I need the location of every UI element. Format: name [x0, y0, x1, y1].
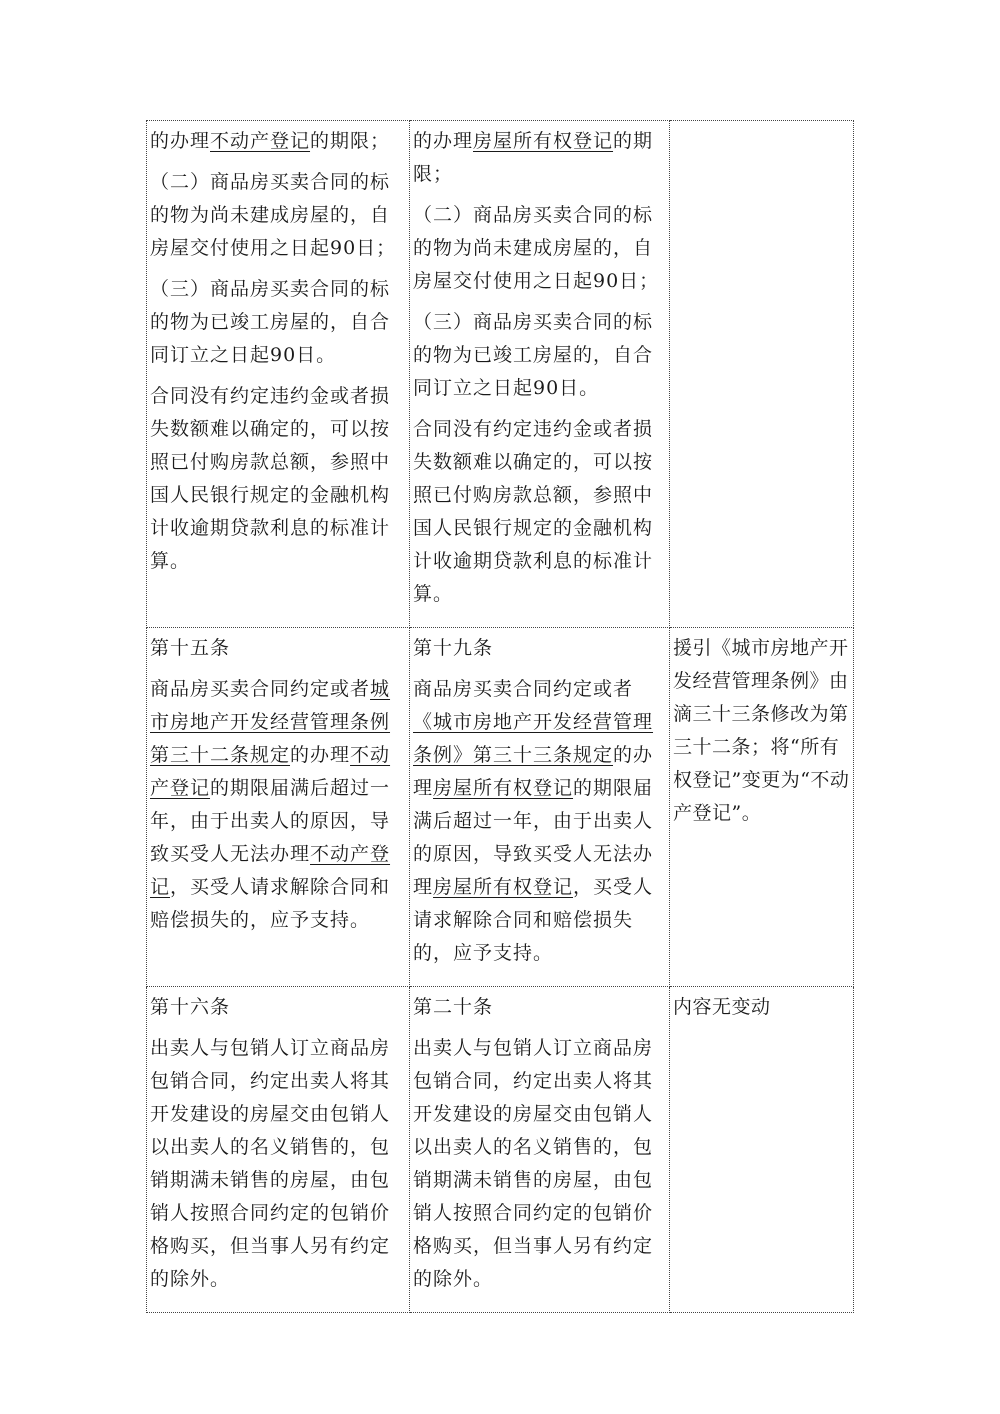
note-cell — [670, 987, 854, 1313]
new-provision-cell — [410, 987, 670, 1313]
old-provision-cell — [147, 121, 410, 628]
article-number: 第二十条 — [413, 996, 494, 1018]
paragraph: 出卖人与包销人订立商品房包销合同，约定出卖人将其开发建设的房屋交由包销人以出卖人的名义销售的，包销期满未销售的房屋，由包销人按照合同约定的包销价格购买，但当事人另有约定的除外。 — [413, 1037, 654, 1290]
paragraph — [413, 125, 666, 191]
text: 的期限； — [413, 130, 654, 185]
table-row — [147, 628, 854, 987]
underlined-text: 房屋所有权登记 — [433, 777, 574, 799]
text: 的办理 — [413, 130, 474, 152]
text: 的期限届满后超过一年，由于出卖人的原因，导致买受人无法办理 — [150, 777, 391, 865]
comparison-table — [146, 120, 854, 1313]
table-row — [147, 121, 854, 628]
text: 商品房买卖合同约定或者 — [413, 678, 634, 700]
underlined-text: 不动产登记 — [150, 843, 391, 898]
text: 的办理 — [290, 744, 351, 766]
old-provision-cell — [147, 628, 410, 987]
text: 商品房买卖合同约定或者 — [150, 678, 371, 700]
text: ，买受人请求解除合同和赔偿损失的，应予支持。 — [413, 876, 654, 964]
paragraph: 出卖人与包销人订立商品房包销合同，约定出卖人将其开发建设的房屋交由包销人以出卖人的名义销售的，包销期满未销售的房屋，由包销人按照合同约定的包销价格购买，但当事人另有约定的除外。 — [150, 1037, 391, 1290]
note-cell — [670, 121, 854, 628]
note-text: 内容无变动 — [673, 996, 771, 1018]
paragraph: （二）商品房买卖合同的标的物为尚未建成房屋的，自房屋交付使用之日起90日； — [150, 171, 397, 259]
new-provision-cell — [410, 628, 670, 987]
text: 的办理 — [413, 744, 654, 799]
article-number: 第十九条 — [413, 637, 494, 659]
paragraph: （三）商品房买卖合同的标的物为已竣工房屋的，自合同订立之日起90日。 — [413, 311, 654, 399]
underlined-text: 《城市房地产开发经营管理条例》第三十三条规定 — [413, 711, 654, 766]
paragraph — [413, 673, 666, 970]
text: 的期限届满后超过一年，由于出卖人的原因，导致买受人无法办理 — [413, 777, 654, 898]
paragraph — [150, 673, 406, 937]
paragraph: （三）商品房买卖合同的标的物为已竣工房屋的，自合同订立之日起90日。 — [150, 278, 391, 366]
old-provision-cell — [147, 987, 410, 1313]
note-cell — [670, 628, 854, 987]
paragraph: （二）商品房买卖合同的标的物为尚未建成房屋的，自房屋交付使用之日起90日； — [413, 204, 660, 292]
paragraph: 合同没有约定违约金或者损失数额难以确定的，可以按照已付购房款总额，参照中国人民银行规定的金融机构计收逾期贷款利息的标准计算。 — [413, 418, 654, 605]
underlined-text: 房屋所有权登记 — [473, 130, 614, 152]
underlined-text: 城市房地产开发经营管理条例第三十二条规定 — [150, 678, 391, 766]
article-number: 第十五条 — [150, 637, 231, 659]
text: 的办理 — [150, 130, 211, 152]
underlined-text: 不动产登记 — [150, 744, 391, 799]
text: ，买受人请求解除合同和赔偿损失的，应予支持。 — [150, 876, 391, 931]
paragraph: 合同没有约定违约金或者损失数额难以确定的，可以按照已付购房款总额，参照中国人民银行规定的金融机构计收逾期贷款利息的标准计算。 — [150, 385, 391, 572]
table-row — [147, 987, 854, 1313]
note-text: 援引《城市房地产开发经营管理条例》由滴三十三条修改为第三十二条；将“所有权登记”变更为“不动产登记”。 — [673, 637, 850, 824]
underlined-text: 房屋所有权登记 — [433, 876, 574, 898]
paragraph — [150, 125, 406, 158]
text: 的期限； — [310, 130, 391, 152]
article-number: 第十六条 — [150, 996, 231, 1018]
underlined-text: 不动产登记 — [210, 130, 311, 152]
new-provision-cell — [410, 121, 670, 628]
